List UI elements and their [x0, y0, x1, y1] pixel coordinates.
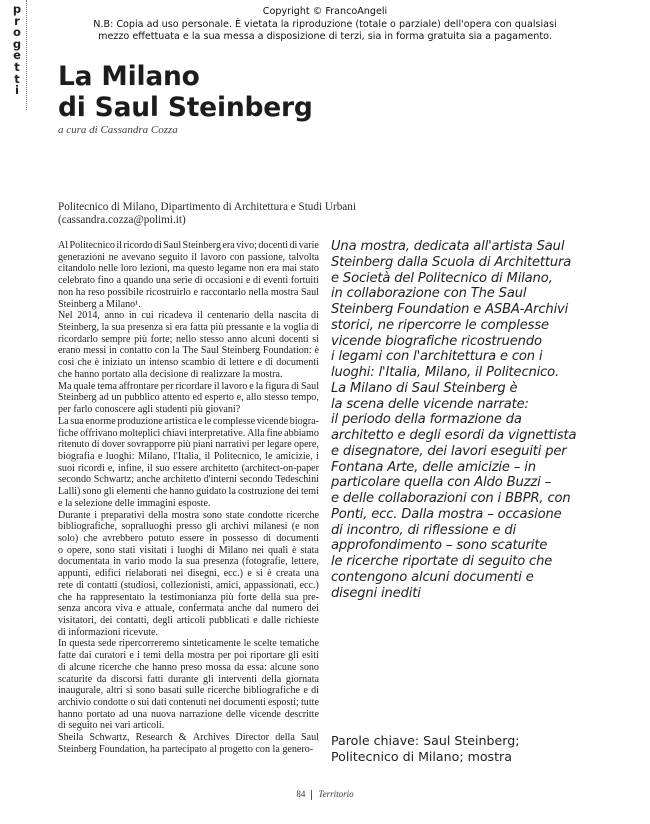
- body-line: Steinberg a Milano¹.: [58, 298, 141, 310]
- abstract-line: approfondimento – sono scaturite: [331, 538, 548, 554]
- section-tab-letter: p: [12, 2, 22, 16]
- section-tab-letter: g: [12, 36, 22, 51]
- body-line: biografia e luoghi: Milano, l'Italia, il Politecnico, le amicizie, i: [58, 450, 319, 462]
- abstract-line: di incontro, di riflessione e di: [331, 522, 517, 538]
- body-line: di alcune ricerche che hanno preso mossa da essa: alcune sono: [58, 661, 319, 673]
- abstract-line: e Società del Politecnico di Milano,: [331, 270, 553, 286]
- body-line: appunti, edifici rielaborati nei disegni, ecc.) e si è creata una: [58, 568, 319, 580]
- abstract-line: Fontana Arte, delle amicizie – in: [331, 459, 536, 475]
- page-number: 84: [296, 789, 306, 799]
- title-line-2: di Saul Steinberg: [58, 92, 313, 123]
- body-line: solo) che avrebbero potuto essere in possesso di documenti: [58, 532, 319, 544]
- body-line: suoi ricordi e, infine, il suo essere architetto (architect-on-paper: [58, 462, 319, 474]
- abstract-line: disegni inediti: [331, 585, 421, 601]
- abstract-line: Ponti, ecc. Dalla mostra – occasione: [331, 506, 562, 522]
- notice-line-1: N.B: Copia ad uso personale. È vietata la riproduzione (totale o parziale) dell'opera con qualsiasi: [93, 18, 557, 30]
- body-line: Steinberg, la sua presenza si era fatta più pressante e la voglia di: [58, 322, 319, 334]
- copyright-notice: [0, 2, 650, 44]
- article-curator: a cura di Cassandra Cozza: [58, 124, 178, 136]
- body-line: Sheila Schwartz, Research & Archives Director della Saul: [58, 732, 319, 744]
- body-line: di seguito nei vari articoli.: [58, 720, 165, 732]
- body-line: di informazioni ricevute.: [58, 626, 159, 638]
- body-line: Ma quale tema affrontare per ricordare il lavoro e la figura di Saul: [58, 380, 319, 392]
- body-line: inaugurale, altri si sono basati sulle ricerche bibliografiche e di: [58, 685, 319, 697]
- body-line: Steinberg ad un pubblico attento ed esperto e, allo stesso tempo,: [58, 392, 319, 404]
- keywords-line-2: Politecnico di Milano; mostra: [331, 748, 512, 764]
- body-line: Nel 2014, anno in cui ricadeva il centenario della nascita di: [58, 310, 319, 322]
- body-line: fiche offrivano molteplici chiavi interpretative. Alla fine abbiamo: [58, 427, 319, 439]
- body-line: bibliografiche, sopralluoghi presso gli archivi milanesi (e non: [58, 521, 319, 533]
- abstract-line: Steinberg Foundation e ASBA-Archivi: [331, 302, 569, 317]
- abstract-line: contengono alcuni documenti e: [331, 569, 534, 585]
- abstract-line: in collaborazione con The Saul: [331, 286, 527, 302]
- title-line-1: La Milano: [58, 61, 200, 92]
- section-tab-letter: t: [14, 71, 20, 86]
- body-line: scaturite da discorsi fatti durante gli interventi della giornata: [58, 673, 319, 685]
- body-line: erano messi in contatto con la The Saul Steinberg Foundation: è: [58, 345, 319, 357]
- body-line: rete di contatti (studiosi, collezionisti, amici, appassionati, ecc.): [58, 579, 319, 591]
- section-tab-letter: t: [14, 59, 20, 74]
- body-line: così che è iniziato un intenso scambio di lettere e di documenti: [58, 357, 319, 369]
- abstract-line: La Milano di Saul Steinberg è: [331, 380, 518, 396]
- abstract-line: luoghi: l'Italia, Milano, il Politecnico.: [331, 365, 560, 380]
- footer-divider: [311, 790, 312, 800]
- body-line: che hanno portato alla decisione di realizzare la mostra.: [58, 368, 283, 380]
- keywords-line-1: Parole chiave: Saul Steinberg;: [331, 733, 520, 748]
- author-affiliation: [58, 201, 356, 227]
- section-tab-label: [12, 4, 22, 97]
- body-line: Lalli) sono gli elementi che hanno guidato la costruzione dei temi: [58, 486, 319, 498]
- abstract-line: e delle collaborazioni con i BBPR, con: [331, 491, 571, 506]
- section-tab: [6, 0, 27, 110]
- body-line: secondo Schwartz; anche architetto d'interni secondo Tedeschini: [58, 474, 319, 486]
- article-title: [58, 61, 313, 123]
- body-line: hanno portato ad una nuova narrazione delle vicende descritte: [58, 708, 319, 720]
- abstract-line: particolare quella con Aldo Buzzi –: [331, 475, 551, 491]
- section-tab-letter: r: [14, 13, 20, 28]
- body-line: o opere, sono stati visitati i luoghi di Milano nei quali è stata: [58, 544, 319, 556]
- body-line: La sua enorme produzione artistica e le complesse vicende biogra-: [58, 415, 319, 427]
- body-line: Durante i preparativi della mostra sono state condotte ricerche: [58, 509, 319, 521]
- abstract-line: architetto e degli esordi da vignettista: [331, 428, 577, 443]
- body-line: per farlo conoscere agli studenti più giovani?: [58, 404, 241, 416]
- notice-line-2: mezzo effettuata e la sua messa a disposizione di terzi, sia in forma gratuita sia a pagamento.: [98, 31, 552, 42]
- abstract-line: vicende biografiche ricostruendo: [331, 333, 542, 349]
- article-abstract: [331, 239, 576, 601]
- affiliation-line-1: Politecnico di Milano, Dipartimento di Architettura e Studi Urbani: [58, 201, 356, 213]
- body-line: documentata in vario modo la sua presenza (fotografie, lettere,: [58, 556, 319, 568]
- body-line: senza ancora viva e attuale, confermata anche dal numero dei: [58, 603, 319, 615]
- abstract-line: Una mostra, dedicata all'artista Saul: [331, 239, 565, 254]
- abstract-line: e disegnatore, dei lavori eseguiti per: [331, 443, 567, 459]
- body-line: celebrato fino a quando una serie di occasioni e di eventi fortuiti: [58, 275, 319, 287]
- abstract-line: Steinberg dalla Scuola di Architettura: [331, 254, 572, 270]
- body-line: Steinberg Foundation, ha partecipato al progetto con la genero-: [58, 743, 314, 755]
- body-line: visitatori, dei contatti, degli articoli pubblicati e dalle richieste: [58, 615, 319, 626]
- affiliation-email[interactable]: (cassandra.cozza@polimi.it): [58, 214, 186, 227]
- abstract-line: le ricerche riportate di seguito che: [331, 554, 553, 569]
- article-keywords: [331, 733, 519, 765]
- body-line: ritenuto di dover sovrapporre più piani narrativi per legare opere,: [58, 439, 319, 451]
- abstract-line: il periodo della formazione da: [331, 412, 522, 428]
- section-tab-letter: o: [13, 25, 21, 40]
- journal-name: Territorio: [318, 789, 354, 799]
- body-line: che ha rappresentato la testimonianza più forte della sua pre-: [58, 591, 319, 603]
- abstract-line: storici, ne ripercorre le complesse: [331, 317, 549, 333]
- copyright-line: Copyright © FrancoAngeli: [262, 6, 388, 17]
- page-footer: [0, 789, 650, 800]
- article-body: [58, 240, 319, 756]
- body-line: non ha reso possibile ricostruirlo e raccontarlo nella mostra Saul: [58, 286, 319, 298]
- body-line: In questa sede ripercorreremo sinteticamente le scelte tematiche: [58, 638, 319, 650]
- section-tab-letter: i: [15, 83, 19, 98]
- body-line: fatte dai curatori e i temi della mostra per poi riportare gli esiti: [58, 650, 319, 662]
- section-tab-letter: e: [13, 48, 21, 63]
- body-line: Al Politecnico il ricordo di Saul Steinberg era vivo; docenti di varie: [58, 240, 319, 251]
- body-line: ricordarlo sempre più forte; nello stesso anno alcuni docenti si: [58, 333, 319, 345]
- abstract-line: la scena delle vicende narrate:: [331, 396, 529, 412]
- body-line: generazioni ne avevano seguito il lavoro con passione, talvolta: [58, 251, 319, 263]
- body-line: e la selezione delle immagini esposte.: [58, 497, 211, 509]
- body-line: archivio condotte o sui dati contenuti nei documenti esposti; tutte: [58, 697, 319, 709]
- abstract-line: i legami con l'architettura e con i: [331, 349, 543, 365]
- body-line: citandolo nelle loro lezioni, ma questo legame non era mai stato: [58, 263, 319, 275]
